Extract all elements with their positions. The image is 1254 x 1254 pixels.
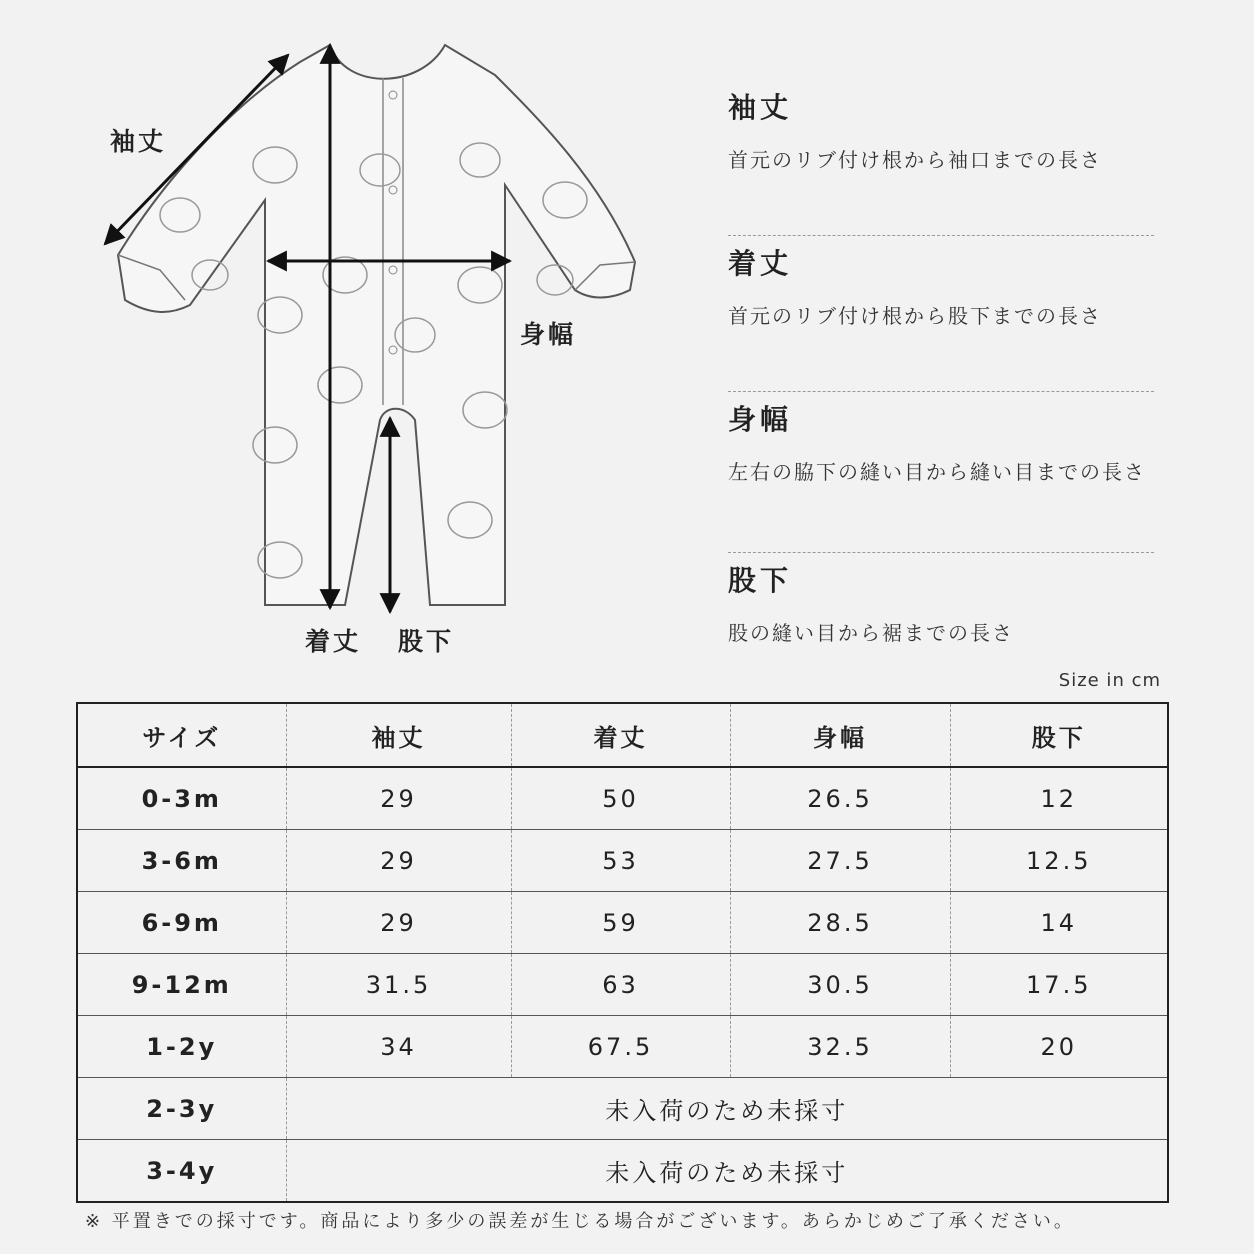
romper-illustration [0, 0, 700, 670]
table-cell: 17.5 [950, 954, 1168, 1016]
table-cell: 31.5 [286, 954, 511, 1016]
table-cell: 12.5 [950, 830, 1168, 892]
not-measured-cell: 未入荷のため未採寸 [286, 1140, 1168, 1203]
table-cell: 28.5 [730, 892, 950, 954]
table-cell: 53 [511, 830, 730, 892]
measurement-footnote: ※ 平置きでの採寸です。商品により多少の誤差が生じる場合がございます。あらかじめご了承ください。 [85, 1211, 1075, 1232]
definition-width [728, 398, 1154, 553]
size-cell: 3-4y [146, 1156, 218, 1185]
not-measured-cell: 未入荷のため未採寸 [286, 1078, 1168, 1140]
table-cell: 12 [950, 767, 1168, 830]
table-cell: 67.5 [511, 1016, 730, 1078]
table-cell: 29 [286, 892, 511, 954]
table-cell: 63 [511, 954, 730, 1016]
size-cell: 6-9m [141, 908, 222, 937]
table-cell: 29 [286, 830, 511, 892]
definition-description: 首元のリブ付け根から股下までの長さ [728, 304, 1102, 328]
table-cell: 20 [950, 1016, 1168, 1078]
length-label: 着丈 [305, 627, 362, 656]
header-size: サイズ [77, 703, 286, 767]
table-row [77, 954, 1168, 1016]
header-length: 着丈 [511, 703, 730, 767]
header-inseam: 股下 [950, 703, 1168, 767]
table-row [77, 1140, 1168, 1203]
definition-sleeve [728, 86, 1154, 236]
table-row [77, 767, 1168, 830]
table-cell: 50 [511, 767, 730, 830]
header-sleeve: 袖丈 [286, 703, 511, 767]
inseam-label: 股下 [398, 627, 455, 656]
size-cell: 1-2y [146, 1032, 218, 1061]
table-cell: 30.5 [730, 954, 950, 1016]
divider [728, 391, 1154, 392]
table-row [77, 1016, 1168, 1078]
table-cell: 26.5 [730, 767, 950, 830]
size-cell: 9-12m [131, 970, 232, 999]
measurement-definitions [728, 80, 1154, 709]
table-row [77, 1078, 1168, 1140]
table-cell: 27.5 [730, 830, 950, 892]
size-unit-note: Size in cm [1058, 670, 1161, 691]
divider [728, 552, 1154, 553]
definition-description: 首元のリブ付け根から袖口までの長さ [728, 148, 1102, 172]
size-table [76, 702, 1169, 1203]
garment-diagram [0, 0, 700, 670]
definition-title: 股下 [728, 564, 793, 597]
definition-description: 股の縫い目から裾までの長さ [728, 621, 1014, 645]
table-row [77, 892, 1168, 954]
definition-description: 左右の脇下の縫い目から縫い目までの長さ [728, 460, 1146, 484]
table-row [77, 830, 1168, 892]
definition-title: 袖丈 [728, 91, 793, 124]
size-cell: 3-6m [141, 846, 222, 875]
divider [728, 235, 1154, 236]
table-cell: 34 [286, 1016, 511, 1078]
definition-title: 着丈 [728, 247, 793, 280]
table-cell: 14 [950, 892, 1168, 954]
size-cell: 0-3m [141, 784, 222, 813]
table-cell: 32.5 [730, 1016, 950, 1078]
definition-title: 身幅 [728, 403, 793, 436]
width-label: 身幅 [520, 320, 577, 349]
table-cell: 29 [286, 767, 511, 830]
table-cell: 59 [511, 892, 730, 954]
size-cell: 2-3y [146, 1094, 218, 1123]
header-width: 身幅 [730, 703, 950, 767]
sleeve-label: 袖丈 [110, 127, 167, 156]
table-header-row [77, 703, 1168, 767]
definition-length [728, 242, 1154, 392]
